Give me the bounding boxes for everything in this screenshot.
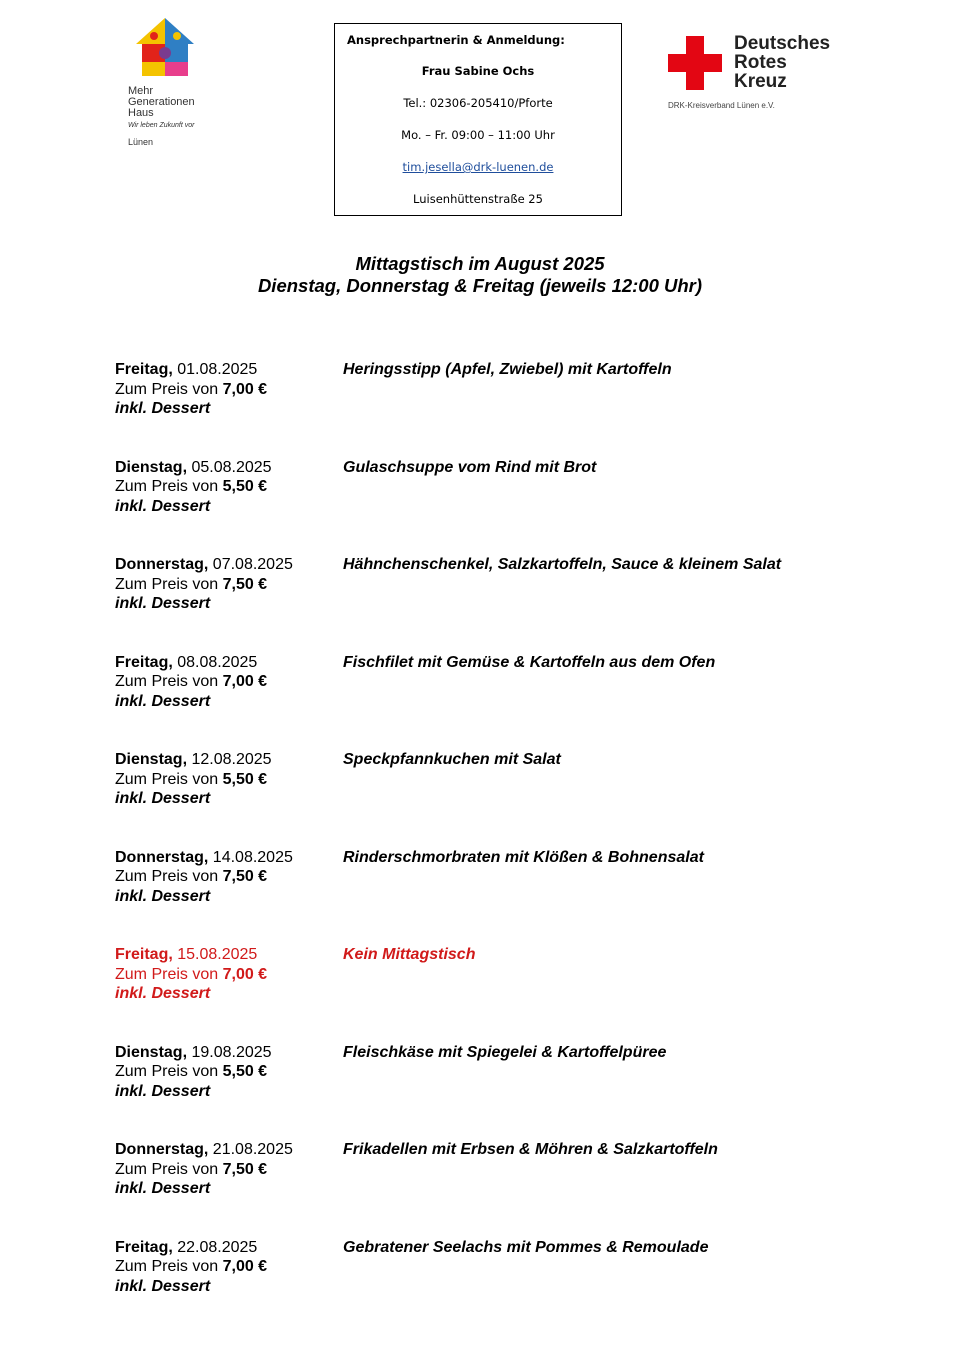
entry-price: 7,50 € xyxy=(222,1160,268,1178)
drk-line1: Deutsches xyxy=(734,33,831,54)
entry-dish: Fleischkäse mit Spiegelei & Kartoffelpüree xyxy=(343,1043,667,1061)
mgh-logo xyxy=(128,18,238,158)
entry-dessert: inkl. Dessert xyxy=(115,985,211,1002)
mgh-wordmark xyxy=(128,86,195,148)
entry-dish: Speckpfannkuchen mit Salat xyxy=(343,751,561,768)
entry-day: Donnerstag, xyxy=(115,556,209,573)
entry-dessert: inkl. Dessert xyxy=(115,1180,211,1197)
entry-dessert: inkl. Dessert xyxy=(115,790,211,807)
mgh-line1: Mehr xyxy=(128,85,154,97)
entry-date: 21.08.2025 xyxy=(212,1141,293,1158)
title-line2: Dienstag, Donnerstag & Freitag (jeweils 12:00 Uhr) xyxy=(257,275,703,296)
menu-list xyxy=(115,360,895,1335)
entry-details xyxy=(115,1238,343,1297)
entry-date: 05.08.2025 xyxy=(191,458,272,476)
entry-details xyxy=(115,750,343,809)
entry-date: 19.08.2025 xyxy=(191,1043,272,1061)
entry-price-prefix: Zum Preis von xyxy=(115,770,219,788)
entry-details xyxy=(115,848,343,907)
menu-entry xyxy=(115,1238,895,1336)
entry-details xyxy=(115,945,343,1004)
entry-price: 7,00 € xyxy=(222,1258,268,1275)
menu-entry xyxy=(115,360,895,458)
entry-dessert: inkl. Dessert xyxy=(115,497,211,515)
contact-title: Ansprechpartnerin & Anmeldung: xyxy=(347,33,565,47)
contact-street: Luisenhüttenstraße 25 xyxy=(413,192,543,206)
entry-details xyxy=(115,1140,343,1199)
menu-entry xyxy=(115,555,895,653)
entry-date: 14.08.2025 xyxy=(212,848,293,866)
entry-dish: Fischfilet mit Gemüse & Kartoffeln aus dem Ofen xyxy=(343,653,716,671)
entry-price-prefix: Zum Preis von xyxy=(115,965,219,983)
entry-day: Freitag, xyxy=(115,653,173,671)
mgh-line3: Haus xyxy=(128,107,154,119)
entry-dish: Gebratener Seelachs mit Pommes & Remoulade xyxy=(343,1238,709,1256)
menu-entry xyxy=(115,1043,895,1141)
menu-entry xyxy=(115,653,895,751)
mgh-line2: Generationen xyxy=(128,96,195,108)
entry-price: 7,50 € xyxy=(222,575,268,593)
menu-entry xyxy=(115,848,895,946)
mgh-tagline: Wir leben Zukunft vor xyxy=(128,122,195,129)
mgh-house-icon xyxy=(134,18,196,78)
drk-wordmark xyxy=(734,34,830,91)
entry-dish: Kein Mittagstisch xyxy=(343,946,476,963)
entry-date: 22.08.2025 xyxy=(177,1238,258,1256)
entry-day: Freitag, xyxy=(115,1238,173,1256)
menu-entry xyxy=(115,1140,895,1238)
contact-box xyxy=(334,23,622,216)
entry-date: 08.08.2025 xyxy=(177,653,258,671)
drk-line2: Rotes xyxy=(734,52,787,73)
entry-price-prefix: Zum Preis von xyxy=(115,380,219,398)
entry-price: 7,00 € xyxy=(222,380,268,398)
entry-dessert: inkl. Dessert xyxy=(115,692,211,710)
entry-dish: Rinderschmorbraten mit Klößen & Bohnensalat xyxy=(343,848,704,866)
contact-name: Frau Sabine Ochs xyxy=(421,64,535,78)
menu-entry xyxy=(115,945,895,1043)
entry-details xyxy=(115,360,343,419)
entry-dessert: inkl. Dessert xyxy=(115,400,211,417)
mgh-city: Lünen xyxy=(128,137,154,147)
entry-dessert: inkl. Dessert xyxy=(115,1277,211,1295)
entry-details xyxy=(115,653,343,712)
entry-day: Dienstag, xyxy=(115,458,188,476)
entry-dish: Frikadellen mit Erbsen & Möhren & Salzkartoffeln xyxy=(343,1141,718,1158)
entry-price-prefix: Zum Preis von xyxy=(115,1063,219,1080)
title-line1: Mittagstisch im August 2025 xyxy=(355,253,605,274)
drk-logo xyxy=(668,33,848,116)
entry-price: 5,50 € xyxy=(222,1063,268,1080)
entry-dessert: inkl. Dessert xyxy=(115,595,211,612)
entry-price-prefix: Zum Preis von xyxy=(115,868,219,885)
entry-date: 15.08.2025 xyxy=(177,946,258,963)
menu-entry xyxy=(115,750,895,848)
page-title xyxy=(0,253,960,297)
entry-price: 5,50 € xyxy=(222,770,268,788)
drk-subtitle: DRK-Kreisverband Lünen e.V. xyxy=(668,101,775,110)
contact-email-link[interactable]: tim.jesella@drk-luenen.de xyxy=(402,160,554,174)
entry-details xyxy=(115,1043,343,1102)
entry-price-prefix: Zum Preis von xyxy=(115,478,219,495)
entry-price-prefix: Zum Preis von xyxy=(115,575,219,593)
entry-day: Donnerstag, xyxy=(115,1141,209,1158)
entry-price-prefix: Zum Preis von xyxy=(115,1258,219,1275)
entry-details xyxy=(115,458,343,517)
red-cross-icon xyxy=(668,36,722,90)
entry-dish: Gulaschsuppe vom Rind mit Brot xyxy=(343,458,597,476)
entry-dish: Hähnchenschenkel, Salzkartoffeln, Sauce & kleinem Salat xyxy=(343,556,782,573)
contact-phone: Tel.: 02306-205410/Pforte xyxy=(403,96,553,110)
entry-price: 5,50 € xyxy=(222,478,268,495)
entry-day: Donnerstag, xyxy=(115,848,209,866)
entry-price-prefix: Zum Preis von xyxy=(115,1160,219,1178)
entry-day: Freitag, xyxy=(115,946,173,963)
entry-date: 01.08.2025 xyxy=(177,361,258,378)
entry-dessert: inkl. Dessert xyxy=(115,1082,211,1100)
entry-price-prefix: Zum Preis von xyxy=(115,673,219,690)
entry-dessert: inkl. Dessert xyxy=(115,887,211,905)
entry-price: 7,00 € xyxy=(222,965,268,983)
entry-details xyxy=(115,555,343,614)
contact-hours: Mo. – Fr. 09:00 – 11:00 Uhr xyxy=(401,128,555,142)
entry-price: 7,00 € xyxy=(222,673,268,690)
entry-price: 7,50 € xyxy=(222,868,268,885)
drk-line3: Kreuz xyxy=(734,71,787,92)
entry-date: 12.08.2025 xyxy=(191,751,272,768)
entry-day: Dienstag, xyxy=(115,1043,188,1061)
menu-entry xyxy=(115,458,895,556)
entry-day: Dienstag, xyxy=(115,751,188,768)
entry-date: 07.08.2025 xyxy=(212,556,293,573)
entry-dish: Heringsstipp (Apfel, Zwiebel) mit Kartoffeln xyxy=(343,361,672,378)
entry-day: Freitag, xyxy=(115,361,173,378)
